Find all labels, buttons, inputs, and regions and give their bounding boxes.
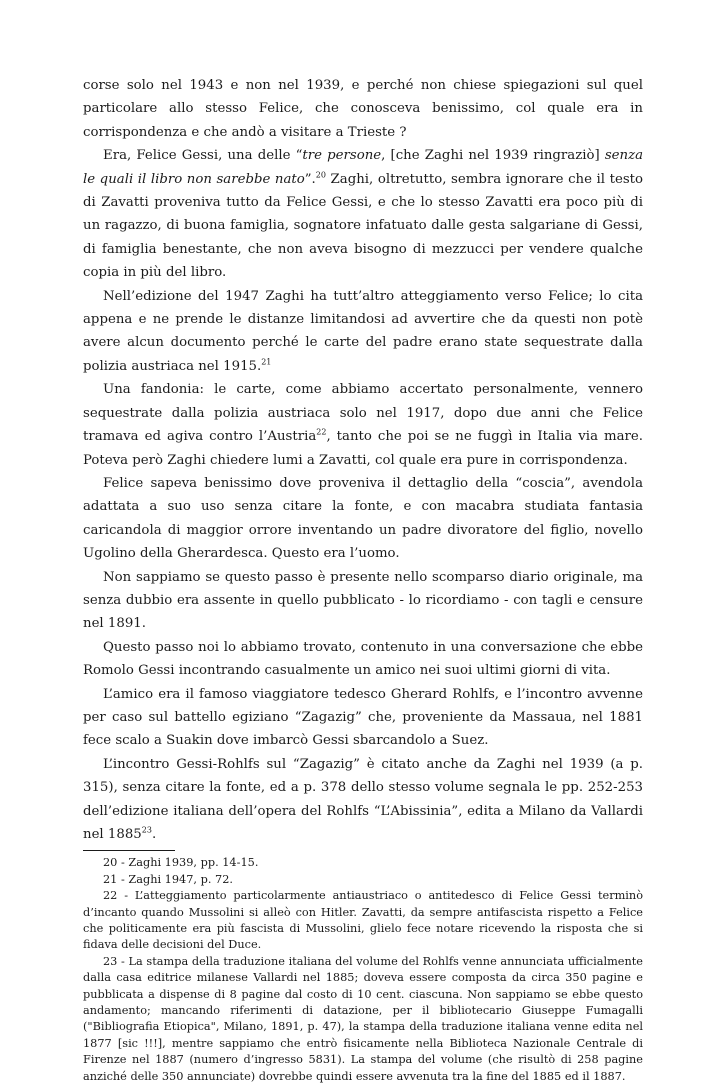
paragraph: Non sappiamo se questo passo è presente nello scomparso diario originale, ma senza dubbio era assente in quello pubblicato - lo ricordiamo - con tagli e censure nel 1891.: [83, 569, 643, 632]
paragraph: Questo passo noi lo abbiamo trovato, contenuto in una conversazione che ebbe Romolo Gessi incontrando casualmente un amico nei suoi ultimi giorni di vita.: [83, 639, 643, 679]
footnote-22: 22 - L’atteggiamento particolarmente antiaustriaco o antitedesco di Felice Gessi terminò d’incanto quando Mussolini si alleò con Hitler. Zavatti, da sempre antifascista rispetto a Felice che politicamente era più fascista di Mussolini, glielo fece notare ricevendo la risposta che si fidava delle decisioni del Duce.: [83, 889, 643, 952]
paragraph: Felice sapeva benissimo dove proveniva il dettaglio della “coscia”, avendola adattata a suo uso senza citare la fonte, e con macabra studiata fantasia caricandola di maggior orrore inventando un padre divoratore del figlio, novello Ugolino della Gherardesca. Questo era l’uomo.: [83, 475, 643, 562]
paragraph: corse solo nel 1943 e non nel 1939, e perché non chiese spiegazioni sul quel particolare allo stesso Felice, che conosceva benissimo, col quale era in corrispondenza e che andò a visitare a Trieste ?: [83, 78, 643, 140]
footnote-reference: 23: [141, 825, 152, 835]
italic-text: senza le quali il libro non sarebbe nato: [83, 148, 644, 187]
paragraph: Nell’edizione del 1947 Zaghi ha tutt’altro atteggiamento verso Felice; lo cita appena e ne prende le distanze limitandosi ad avvertire che da questi non potè avere alcun documento perché le carte del padre erano state sequestrate dalla polizia austriaca nel 1915.21: [83, 288, 643, 374]
footnote-reference: 21: [261, 357, 272, 367]
footnote-23: 23 - La stampa della traduzione italiana del volume del Rohlfs venne annunciata ufficialmente dalla casa editrice milanese Vallardi nel 1885; doveva essere composta da circa 350 pagine e pubblicata a dispense di 8 pagine dal costo di 10 cent. ciascuna. Non sappiamo se ebbe questo andamento; mancando riferimenti di datazione, per il bibliotecario Giuseppe Fumagalli ("Bibliografia Etiopica", Milano, 1891, p. 47), la stampa della traduzione italiana venne edita nel 1877 [sic !!!], mentre sappiamo che entrò fisicamente nella Biblioteca Nazionale Centrale di Firenze nel 1887 (numero d’ingresso 5831). La stampa del volume (che risultò di 258 pagine anziché delle 350 annunciate) dovrebbe quindi essere avvenuta tra la fine del 1885 ed il 1887.: [83, 954, 643, 1083]
footnote-20: 20 - Zaghi 1939, pp. 14-15.: [103, 856, 259, 870]
document-page: [83, 74, 643, 1085]
footnotes: [83, 855, 643, 1085]
footnote-21: 21 - Zaghi 1947, p. 72.: [103, 872, 233, 886]
footnote-separator: [83, 850, 175, 851]
italic-text: tre persone: [302, 148, 382, 164]
footnote-reference: 22: [316, 427, 327, 437]
paragraph: Era, Felice Gessi, una delle “tre persone, [che Zaghi nel 1939 ringraziò] senza le quali il libro non sarebbe nato”.$^{20}$ Zaghi, oltretutto, sembra ignorare che il testo di Zavatti proveniva tutto da Felice Gessi, e che lo stesso Zavatti era poco più di un ragazzo, di buona famiglia, sognatore infatuato dalle gesta salgariane di Gessi, di famiglia benestante, che non aveva bisogno di mezzucci per vendere qualche copia in più del libro.: [83, 148, 644, 281]
footnote-reference: 20: [315, 170, 326, 180]
body-text: [83, 74, 643, 846]
paragraph: L’amico era il famoso viaggiatore tedesco Gherard Rohlfs, e l’incontro avvenne per caso sul battello egiziano “Zagazig” che, proveniente da Massaua, nel 1881 fece scalo a Suakin dove imbarcò Gessi sbarcandolo a Suez.: [83, 686, 643, 749]
paragraph: L’incontro Gessi-Rohlfs sul “Zagazig” è citato anche da Zaghi nel 1939 (a p. 315), senza citare la fonte, ed a p. 378 dello stesso volume segnala le pp. 252-253 dell’edizione italiana dell’opera del Rohlfs “L’Abissinia”, edita a Milano da Vallardi nel 1885$^{23}$.: [83, 756, 643, 842]
paragraph: Una fandonia: le carte, come abbiamo accertato personalmente, vennero sequestrate dalla polizia austriaca solo nel 1917, dopo due anni che Felice tramava ed agiva contro l’Austria$^{22}$, tanto che poi se ne fuggì in Italia via mare. Poteva però Zaghi chiedere lumi a Zavatti, col quale era pure in corrispondenza.: [83, 382, 643, 468]
